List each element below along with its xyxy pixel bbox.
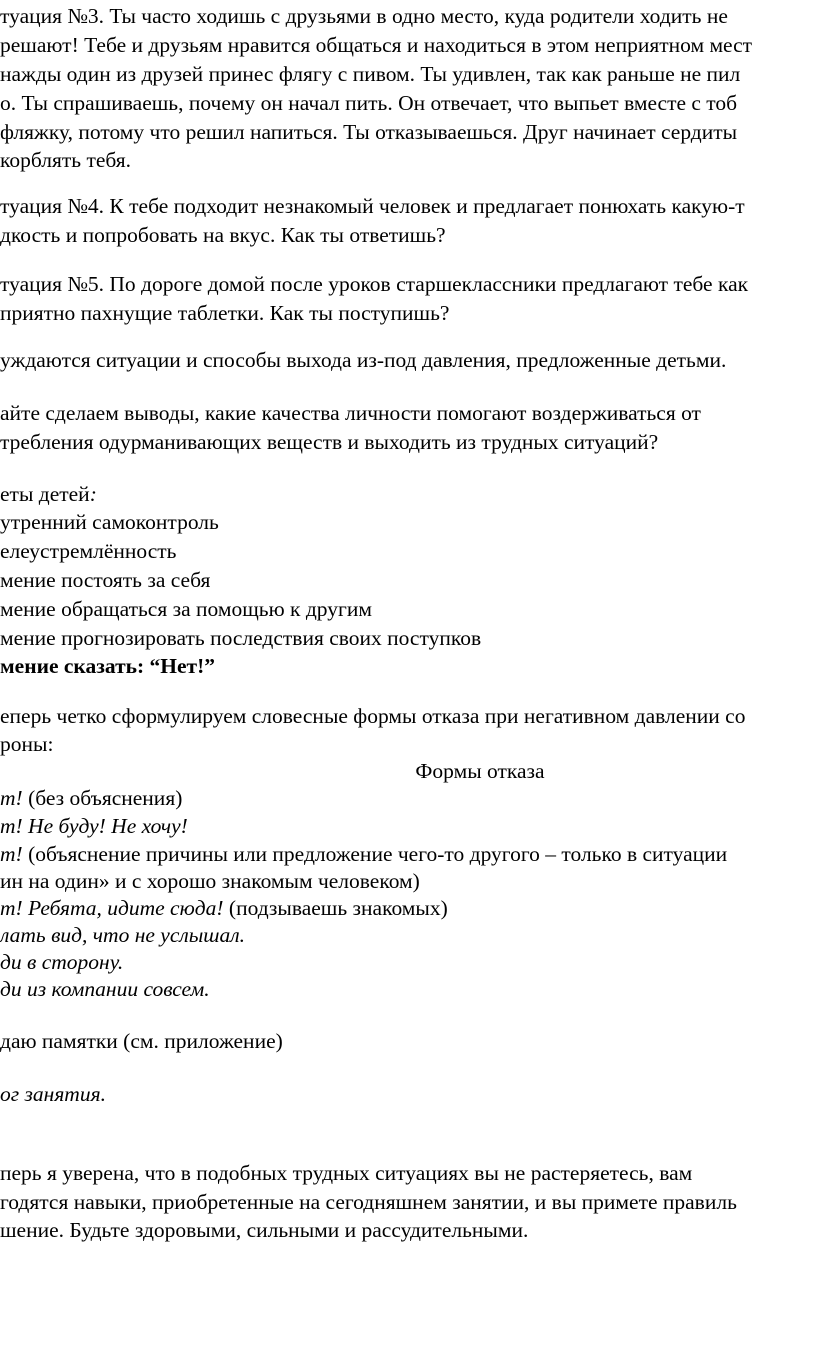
quality-item-5: мение прогнозировать последствия своих поступков — [0, 626, 482, 650]
conclusion-question-line-1: айте сделаем выводы, какие качества личности помогают воздерживаться от — [0, 401, 701, 425]
refusal-form-2: т! Не буду! Не хочу! — [0, 814, 188, 838]
closing-line-1: перь я уверена, что в подобных трудных ситуациях вы не растеряетесь, вам — [0, 1161, 693, 1185]
refusal-form-6: ди в сторону. — [0, 950, 124, 974]
situation-4-line-1: туация №4. К тебе подходит незнакомый человек и предлагает понюхать какую-т — [0, 194, 745, 218]
refusal-form-3-note: (объяснение причины или предложение чего-то другого – только в ситуации — [22, 842, 728, 866]
refusal-intro-line-1: еперь четко сформулируем словесные формы отказа при негативном давлении со — [0, 704, 746, 728]
situation-3-line-6: корблять тебя. — [0, 148, 132, 172]
situation-5-line-1: туация №5. По дороге домой после уроков старшеклассники предлагают тебе как — [0, 272, 749, 296]
refusal-form-1 — [0, 788, 182, 810]
conclusion-question-line-2: требления одурманивающих веществ и выходить из трудных ситуаций? — [0, 430, 659, 454]
refusal-form-1-phrase: т! — [0, 786, 23, 810]
quality-item-2: елеустремлённость — [0, 539, 177, 563]
closing-line-3: шение. Будьте здоровыми, сильными и рассудительными. — [0, 1218, 529, 1242]
refusal-form-7: ди из компании совсем. — [0, 977, 210, 1001]
situation-4-line-2: дкость и попробовать на вкус. Как ты ответишь? — [0, 223, 446, 247]
discussion-line: уждаются ситуации и способы выхода из-под давления, предложенные детьми. — [0, 348, 727, 372]
lesson-summary-heading: ог занятия. — [0, 1082, 106, 1106]
refusal-form-4-note: (подзываешь знакомых) — [223, 896, 448, 920]
closing-line-2: годятся навыки, приобретенные на сегодняшнем занятии, и вы примете правиль — [0, 1190, 737, 1214]
situation-3-line-5: фляжку, потому что решил напиться. Ты отказываешься. Друг начинает сердиты — [0, 120, 738, 144]
refusal-form-1-note: (без объяснения) — [22, 786, 183, 810]
refusal-form-4-phrase: т! Ребята, идите сюда! — [0, 896, 224, 920]
children-answers-heading — [0, 484, 97, 506]
children-answers-colon: : — [89, 482, 97, 506]
refusal-form-5: лать вид, что не услышал. — [0, 923, 246, 947]
refusal-intro-line-2: роны: — [0, 732, 54, 756]
situation-3-line-1: туация №3. Ты часто ходишь с друзьями в одно место, куда родители ходить не — [0, 4, 728, 28]
quality-item-1: утренний самоконтроль — [0, 510, 219, 534]
refusal-form-3-phrase: т! — [0, 842, 23, 866]
refusal-form-3 — [0, 844, 727, 866]
quality-item-6: мение сказать: “Нет!” — [0, 654, 216, 678]
situation-5-line-2: приятно пахнущие таблетки. Как ты поступишь? — [0, 301, 450, 325]
situation-3-line-4: о. Ты спрашиваешь, почему он начал пить. Он отвечает, что выпьет вместе с тоб — [0, 91, 738, 115]
refusal-form-3-cont: ин на один» и с хорошо знакомым человеком) — [0, 869, 420, 893]
refusal-forms-heading: Формы отказа — [415, 759, 545, 783]
situation-3-line-3: нажды один из друзей принес флягу с пивом. Ты удивлен, так как раньше не пил — [0, 62, 741, 86]
refusal-form-4 — [0, 898, 448, 920]
situation-3-line-2: решают! Тебе и друзьям нравится общаться и находиться в этом неприятном мест — [0, 33, 753, 57]
handout-line: даю памятки (см. приложение) — [0, 1029, 283, 1053]
children-answers-label: еты детей — [0, 482, 90, 506]
quality-item-4: мение обращаться за помощью к другим — [0, 597, 372, 621]
quality-item-3: мение постоять за себя — [0, 568, 211, 592]
